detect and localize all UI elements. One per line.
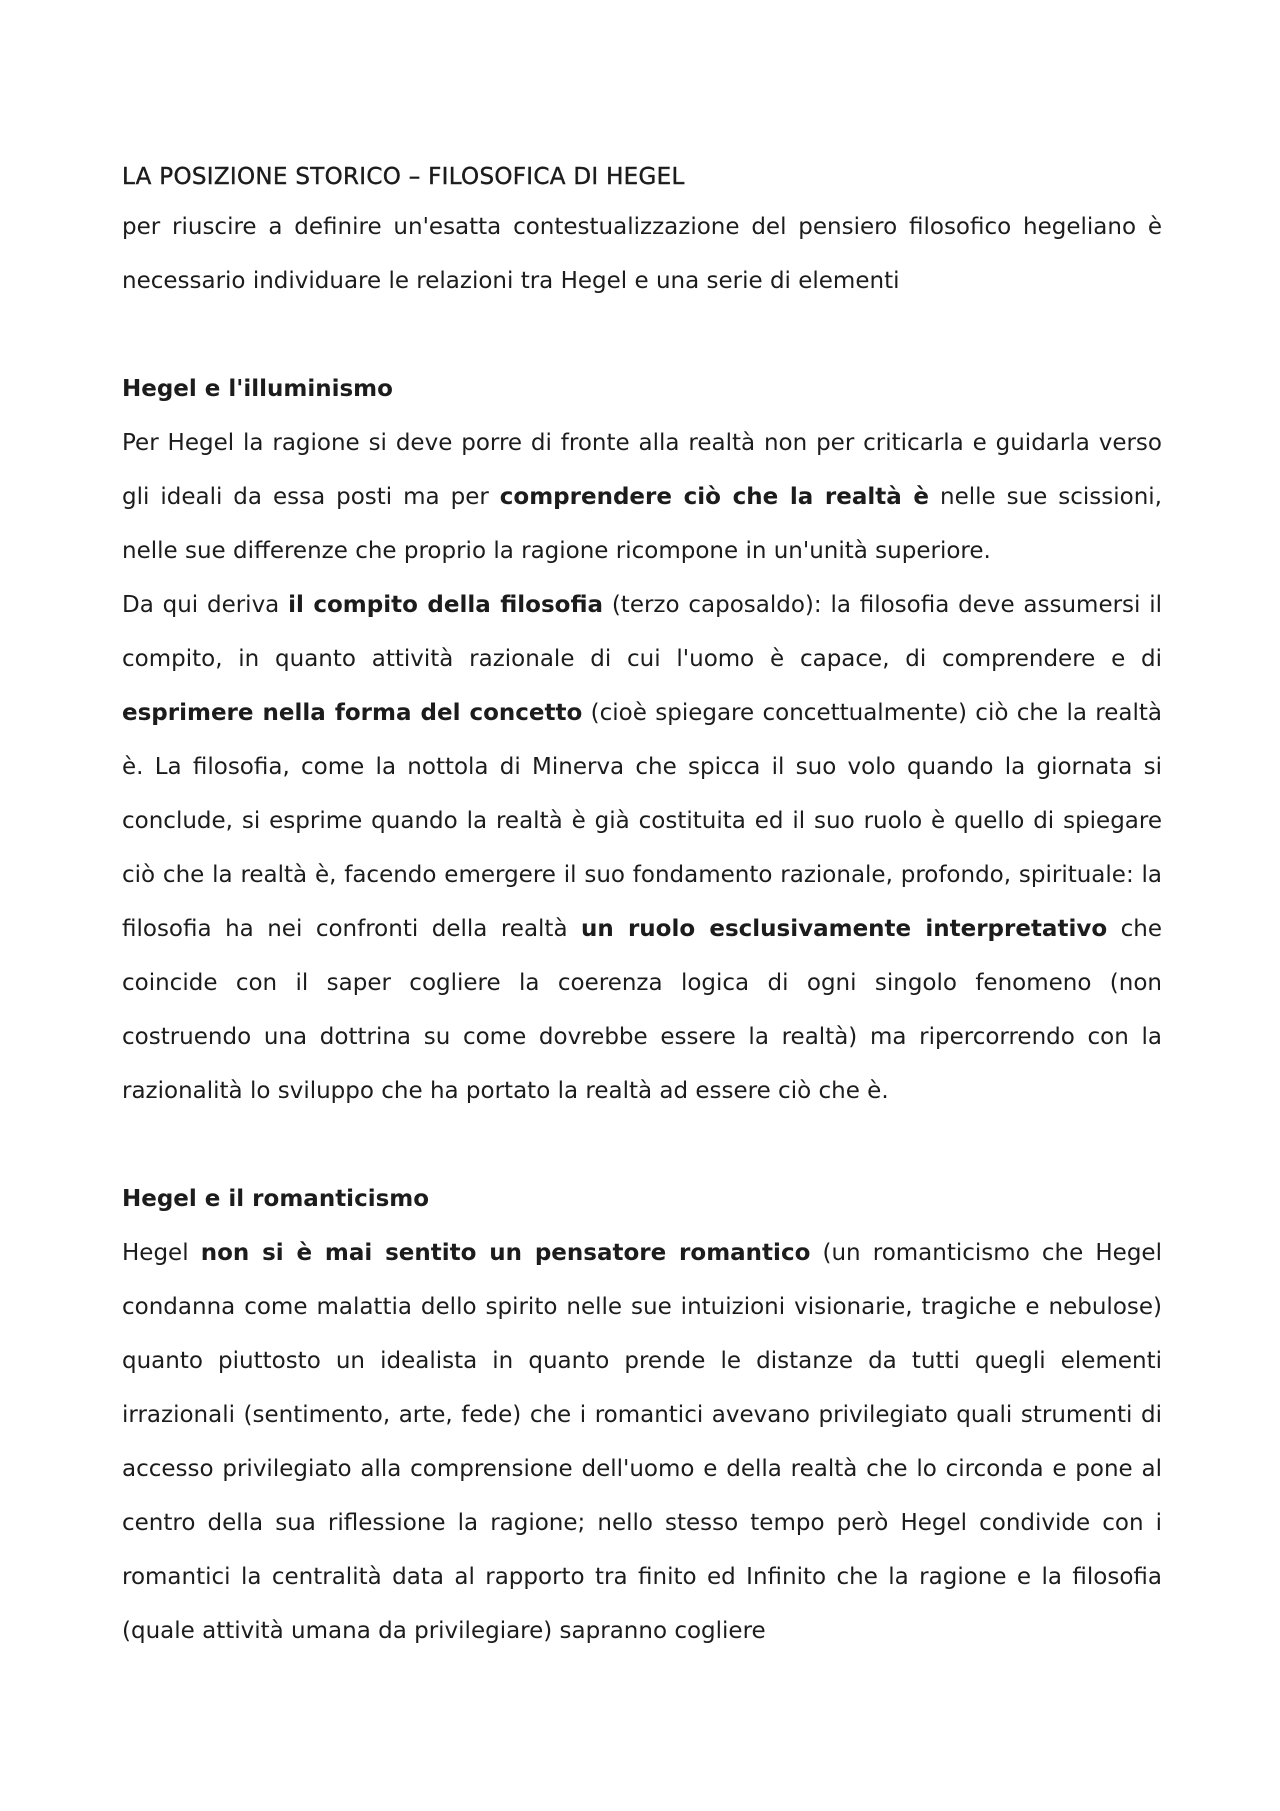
bold-phrase: esprimere nella forma del concetto <box>122 700 583 726</box>
text-run: nelle sue scissioni, nelle sue differenze che proprio la ragione ricompone in un'unità superiore. <box>122 484 1162 564</box>
text-run: (un romanticismo che Hegel condanna come malattia dello spirito nelle sue intuizioni visionarie, tragiche e nebulose) quanto piuttosto un idealista in quanto prende le distanze da tutti quegli elementi irrazionali (sentimento, arte, fede) che i romantici avevano privilegiato quali strumenti di accesso privilegiato alla comprensione dell'uomo e della realtà che lo circonda e pone al centro della sua riflessione la ragione; nello stesso tempo però Hegel condivide con i romantici la centralità data al rapporto tra finito ed Infinito che la ragione e la filosofia (quale attività umana da privilegiare) sapranno cogliere <box>122 1240 1162 1644</box>
text-run: (cioè spiegare concettualmente) ciò che la realtà è. La filosofia, come la nottola di Minerva che spicca il suo volo quando la giornata si conclude, si esprime quando la realtà è già costituita ed il suo ruolo è quello di spiegare ciò che la realtà è, facendo emergere il suo fondamento razionale, profondo, spirituale: la filosofia ha nei confronti della realtà <box>122 700 1162 942</box>
illuminismo-paragraph-1 <box>122 416 1162 578</box>
text-run: Da qui deriva <box>122 592 289 618</box>
bold-phrase: comprendere ciò che la realtà è <box>499 484 930 510</box>
bold-phrase: non si è mai sentito un pensatore romantico <box>200 1240 811 1266</box>
text-run: Hegel <box>122 1240 201 1266</box>
bold-phrase: il compito della filosofia <box>288 592 604 618</box>
text-run: Per Hegel la ragione si deve porre di fronte alla realtà non per criticarla e guidarla verso gli ideali da essa posti ma per <box>122 430 1162 510</box>
bold-phrase: un ruolo esclusivamente interpretativo <box>581 916 1108 942</box>
section-heading-illuminismo: Hegel e l'illuminismo <box>122 376 393 402</box>
text-run: che coincide con il saper cogliere la coerenza logica di ogni singolo fenomeno (non costruendo una dottrina su come dovrebbe essere la realtà) ma ripercorrendo con la razionalità lo sviluppo che ha portato la realtà ad essere ciò che è. <box>122 916 1163 1104</box>
document-page <box>122 150 1162 1658</box>
text-run: (terzo caposaldo): la filosofia deve assumersi il compito, in quanto attività razionale di cui l'uomo è capace, di comprendere e di <box>122 592 1163 672</box>
intro-paragraph: per riuscire a definire un'esatta contestualizzazione del pensiero filosofico hegeliano è necessario individuare le relazioni tra Hegel e una serie di elementi <box>122 214 1162 294</box>
romanticismo-paragraph-1 <box>122 1226 1162 1658</box>
document-title: LA POSIZIONE STORICO – FILOSOFICA DI HEGEL <box>122 164 685 190</box>
illuminismo-paragraph-2 <box>122 578 1162 1118</box>
section-heading-romanticismo: Hegel e il romanticismo <box>122 1186 430 1212</box>
section-gap <box>122 308 1162 362</box>
section-gap <box>122 1118 1162 1172</box>
